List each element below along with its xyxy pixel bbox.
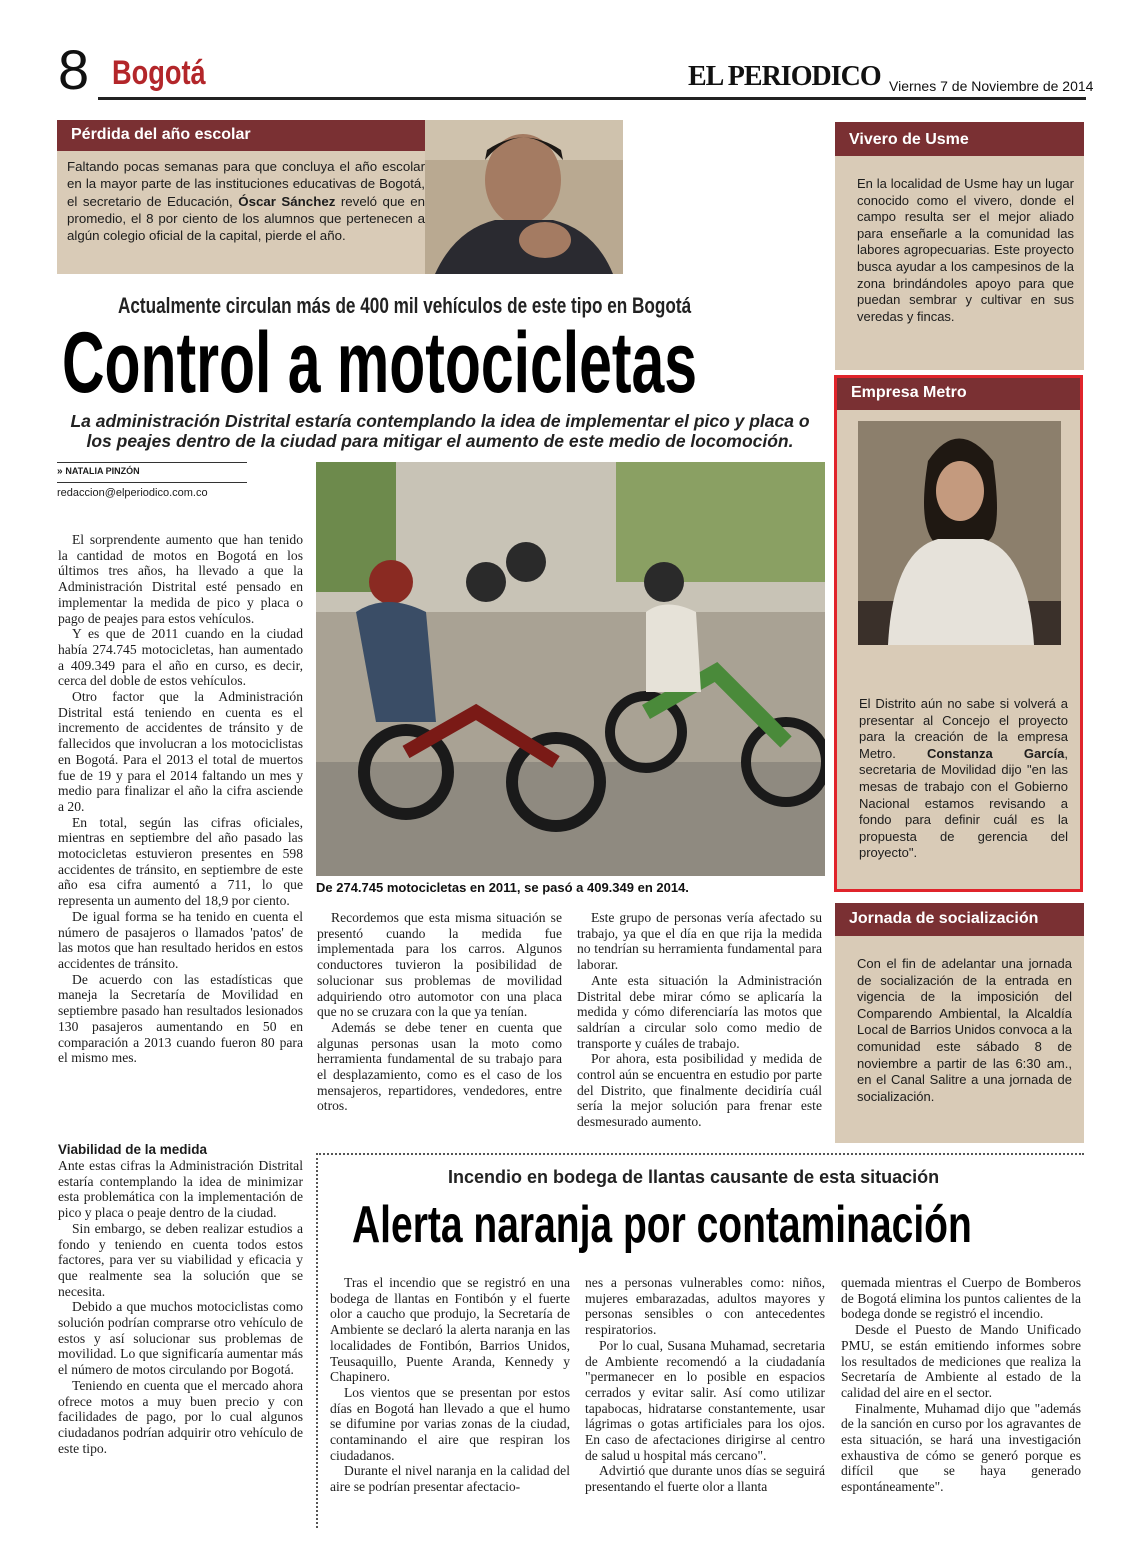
box-jornada-text: Con el fin de adelantar una jornada de socialización de la entrada en vigencia de la imposición del Comparendo Ambiental, la Alcaldía Local de Barrios Unidos convoca a la comunidad este sábado 8 de noviembre a partir de las 6:30 am., en el Canal Salitre a una jornada de socialización.: [835, 936, 1084, 1143]
box-metro-text-a: El Distrito aún no sabe si volverá a presentar al Concejo el proyecto para la creación de la empresa Metro.: [859, 696, 1068, 761]
byline-rule: [57, 462, 247, 463]
box-perdida-text: [67, 158, 425, 244]
box-metro: [834, 375, 1083, 892]
article1-headline: Control a motocicletas: [62, 315, 698, 411]
box-metro-title: Empresa Metro: [837, 378, 1080, 410]
paragraph: En total, según las cifras oficiales, mientras en septiembre del año pasado las motocicletas estuvieron presentes en 598 accidentes de tránsito, en septiembre de este año esa cifra aumentó a 711, lo que representa un aumento del 18,9 por ciento.: [58, 814, 303, 909]
article2-headline: Alerta naranja por contaminación: [352, 1196, 972, 1254]
paragraph: Además se debe tener en cuenta que algunas personas usan la moto como herramienta fundamental de su trabajo para el desplazamiento, como es el caso de los mensajeros, repartidores, vendedores, entre otros.: [317, 1019, 562, 1114]
box-perdida-name: Óscar Sánchez: [238, 193, 336, 209]
paragraph: Ante esta situación la Administración Distrital debe mirar cómo se aplicaría la medida y cómo diferenciaría las motos que saldrían a circular solo como medio de transporte y cuáles de trabajo.: [577, 972, 822, 1051]
article2-left-rule: [316, 1153, 318, 1528]
paragraph: De acuerdo con las estadísticas que maneja la Secretaría de Movilidad en septiembre pasado han resultados lesionados 130 pasajeros aumentando en 50 en comparación a 2013 cuando fueron 80 para el mismo mes.: [58, 971, 303, 1066]
paragraph: Desde el Puesto de Mando Unificado PMU, se están emitiendo informes sobre los resultados de mediciones que realiza la Secretaría de Ambiente al estado de la calidad del aire en el sector.: [841, 1322, 1081, 1400]
box-vivero-title: Vivero de Usme: [835, 122, 1084, 156]
article1-column-2: [317, 910, 562, 1114]
article2-kicker: Incendio en bodega de llantas causante de esta situación: [448, 1167, 940, 1187]
byline-name: NATALIA PINZÓN: [65, 466, 140, 476]
article2-column-2: [585, 1275, 825, 1495]
article1-subhead: Viabilidad de la medida: [58, 1142, 208, 1157]
paragraph: Por lo cual, Susana Muhamad, secretaria de Ambiente recomendó a la ciudadanía "permanecer en lo posible en espacios cerrados y evitar salir. Así como utilizar tapabocas, hidratarse constantemente, usar lágrimas o gotas artificiales para los ojos. En caso de afectaciones dirigirse al centro de salud u hospital más cercano".: [585, 1337, 825, 1463]
byline-arrow-icon: »: [57, 466, 63, 477]
paragraph: Y es que de 2011 cuando en la ciudad había 274.745 motocicletas, han aumentado a 409.349 para el año en curso, es decir, cerca del doble de estos vehículos.: [58, 626, 303, 689]
paragraph: nes a personas vulnerables como: niños, mujeres embarazadas, adultos mayores y personas sensibles o con antecedentes respiratorios.: [585, 1275, 825, 1338]
paragraph: Este grupo de personas vería afectado su trabajo, ya que el día en que rija la medida no tendrían su herramienta fundamental para laborar.: [577, 910, 822, 973]
article1-kicker: Actualmente circulan más de 400 mil vehículos de este tipo en Bogotá: [118, 293, 692, 318]
article1-column-1b: [58, 1158, 303, 1456]
page-number: 8: [58, 38, 90, 101]
header-rule: [98, 97, 1086, 100]
paragraph: Sin embargo, se deben realizar estudios a fondo y teniendo en cuenta todos estos factores, para ver su viabilidad y eficacia y que realmente sea la solución que se necesita.: [58, 1220, 303, 1299]
paragraph: Por ahora, esta posibilidad y medida de control aún se encuentra en estudio por parte del Distrito, que finalmente decidiría cuál sería la mejor solución para frenar este desmesurado aumento.: [577, 1051, 822, 1130]
box-metro-text-b: , secretaria de Movilidad dijo "en las mesas de trabajo con el Gobierno Nacional estamos revisando a fondo para definir cuál es la propuesta de gerencia del proyecto".: [859, 745, 1068, 861]
byline-rule-2: [57, 482, 247, 483]
box-jornada: [835, 903, 1084, 1143]
paragraph: Debido a que muchos motociclistas como solución podrían comprarse otro vehículo de estos y así solucionar sus problemas de movilidad. Lo que significaría aumentar más el número de motos circulando por Bogotá.: [58, 1299, 303, 1378]
box-perdida-text-a: Faltando pocas semanas para que concluya el año escolar en la mayor parte de las instituciones educativas de Bogotá, el secretario de Educación,: [67, 159, 425, 209]
article1-column-3: [577, 910, 822, 1130]
paragraph: El sorprendente aumento que han tenido la cantidad de motos en Bogotá en los últimos tres años, ha llevado a que la Administración Distrital esté pensado en implementar la medida de pico y placa o pago de peajes para estos vehículos.: [58, 532, 303, 626]
article1-column-1: [58, 532, 303, 1066]
box-vivero-text: En la localidad de Usme hay un lugar conocido como el vivero, donde el campo resulta ser el mejor aliado para enseñarle a la comunidad las labores agropecuarias. Este proyecto busca ayudar a los campesinos de la zona brindándoles apoyo para que puedan sembrar y cultivar en sus veredas y fincas.: [835, 156, 1084, 370]
paragraph: quemada mientras el Cuerpo de Bomberos de Bogotá elimina los puntos calientes de la bodega donde se registró el incendio.: [841, 1275, 1081, 1322]
paragraph: De igual forma se ha tenido en cuenta el número de pasajeros o llamados 'patos' de las motos que han resultado heridos en estos accidentes de tránsito.: [58, 908, 303, 971]
constanza-photo: [858, 421, 1061, 645]
paragraph: Durante el nivel naranja en la calidad del aire se podrían presentar afectacio-: [330, 1463, 570, 1495]
article1-deck: La administración Distrital estaría contemplando la idea de implementar el pico y placa o los peajes dentro de la ciudad para mitigar el aumento de este medio de locomoción.: [70, 411, 810, 451]
paragraph: Teniendo en cuenta que el mercado ahora ofrece motos a muy buen precio y con facilidades de pago, por lo cual algunos ciudadanos podrían adquirir otro vehículo de este tipo.: [58, 1377, 303, 1456]
box-perdida: [57, 120, 623, 274]
masthead: EL PERIODICO: [688, 61, 881, 92]
paragraph: Ante estas cifras la Administración Distrital estaría contemplando la idea de minimizar esta problemática con la implementación de pico y placa o peaje dentro de la ciudad.: [58, 1158, 303, 1221]
section-name: Bogotá: [112, 54, 206, 92]
box-metro-text: [837, 696, 1080, 862]
issue-date: Viernes 7 de Noviembre de 2014: [889, 78, 1094, 94]
box-vivero: [835, 122, 1084, 370]
motorcycles-photo: [316, 462, 825, 876]
box-metro-name: Constanza García: [927, 745, 1065, 761]
article2-column-3: [841, 1275, 1081, 1495]
photo-caption: De 274.745 motocicletas en 2011, se pasó a 409.349 en 2014.: [316, 880, 689, 895]
article2-column-1: [330, 1275, 570, 1495]
motorcycles-image: [316, 462, 825, 876]
box-perdida-title: Pérdida del año escolar: [57, 120, 623, 151]
paragraph: Advirtió que durante unos días se seguirá presentando el fuerte olor a llanta: [585, 1463, 825, 1495]
paragraph: Otro factor que la Administración Distrital está teniendo en cuenta es el incremento de accidentes de tránsito y de fallecidos que involucran a los motociclistas en Bogotá. Para el 2013 el total de muertos fue de 19 y para el 2014 faltando un mes y medio para finalizar el año la cifra asciende a 20.: [58, 689, 303, 814]
paragraph: Los vientos que se presentan por estos días en Bogotá han llevado a que el humo se difumine por varias zonas de la ciudad, contaminando el aire que respiran los ciudadanos.: [330, 1384, 570, 1463]
man-portrait-image: [425, 120, 623, 274]
woman-portrait-image: [858, 421, 1061, 645]
box-jornada-title: Jornada de socialización: [835, 903, 1084, 936]
byline: [57, 466, 140, 477]
paragraph: Finalmente, Muhamad dijo que "además de la sanción en curso por los agravantes de esta situación, se hará una investigación exhaustiva de cómo se generó porque es difícil que se haya generado espontáneamente".: [841, 1400, 1081, 1495]
paragraph: Recordemos que esta misma situación se presentó cuando la medida fue implementada para los carros. Algunos conductores tuvieron la posibilidad de solucionar sus problemas de movilidad adquiriendo otro automotor con una placa que no se cruzara con la que ya tenían.: [317, 910, 562, 1020]
article2-top-rule: [316, 1153, 1084, 1155]
author-email: redaccion@elperiodico.com.co: [57, 487, 208, 499]
box-perdida-text-b: reveló que en promedio, el 8 por ciento de los alumnos que pertenecen a algún colegio oficial de la capital, pierde el año.: [67, 193, 425, 244]
secretary-photo: [425, 120, 623, 274]
paragraph: Tras el incendio que se registró en una bodega de llantas en Fontibón y el fuerte olor a caucho que produjo, la Secretaría de Ambiente se declaró la alerta naranja en las localidades de Fontibón, Barrios Unidos, Teusaquillo, Puente Aranda, Kennedy y Chapinero.: [330, 1275, 570, 1385]
